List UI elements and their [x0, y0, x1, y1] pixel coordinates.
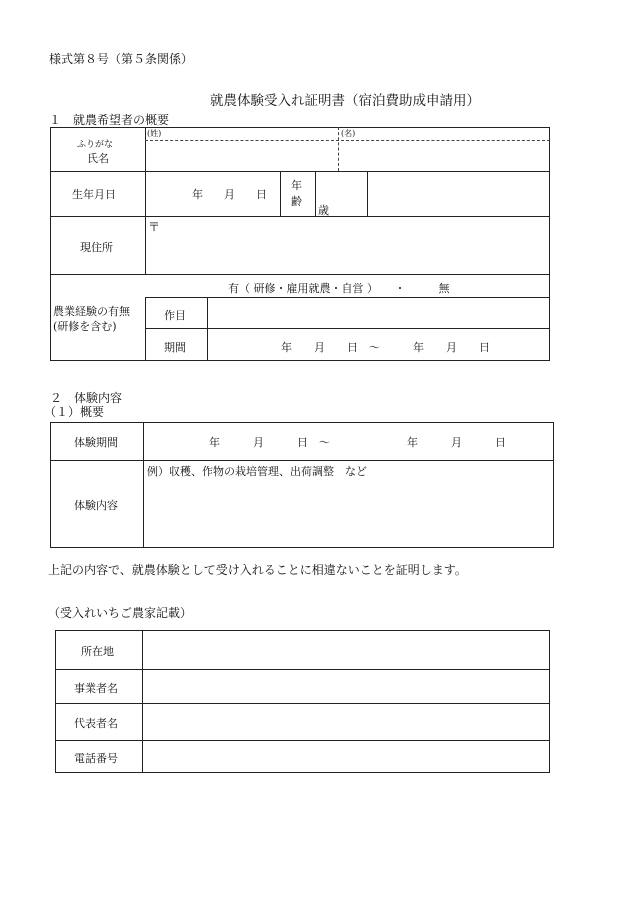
- given-name-field[interactable]: [340, 142, 548, 170]
- birth-day-unit: 日: [256, 188, 267, 201]
- age-unit: 歳: [318, 204, 329, 217]
- trial-content-label: 体験内容: [74, 499, 118, 512]
- trial-content-example: 例）収穫、作物の栽培管理、出荷調整 など: [147, 465, 367, 478]
- section2-heading: ２ 体験内容: [50, 391, 123, 405]
- representative-label: 代表者名: [74, 717, 118, 730]
- section1-heading: １ 就農希望者の概要: [49, 113, 170, 127]
- crop-label: 作目: [164, 309, 186, 322]
- birth-month-unit: 月: [224, 188, 235, 201]
- postal-mark: 〒: [148, 220, 161, 234]
- crop-field[interactable]: [209, 299, 548, 326]
- phone-label: 電話番号: [74, 752, 118, 765]
- experience-sublabel: (研修を含む): [53, 320, 117, 333]
- experience-period-range[interactable]: 年 月 日 ～ 年 月 日: [281, 341, 490, 354]
- address-field[interactable]: [147, 218, 548, 272]
- experience-period-label: 期間: [164, 341, 186, 354]
- form-number: 様式第８号（第５条関係）: [49, 52, 194, 66]
- certification-statement: 上記の内容で、就農体験として受け入れることに相違ないことを証明します。: [48, 563, 467, 577]
- birth-year-unit: 年: [192, 188, 203, 201]
- age-field[interactable]: [330, 173, 365, 214]
- mei-label: (名): [341, 129, 356, 138]
- section2-subheading: （１）概要: [44, 405, 105, 419]
- birthdate-label: 生年月日: [72, 188, 116, 201]
- experience-label: 農業経験の有無: [53, 305, 130, 318]
- trial-period-label: 体験期間: [74, 436, 118, 449]
- location-field[interactable]: [144, 632, 548, 668]
- name-label: 氏名: [87, 152, 109, 165]
- trial-content-field[interactable]: [145, 478, 552, 546]
- section3-heading: （受入れいちご農家記載）: [48, 606, 193, 620]
- page-title: 就農体験受入れ証明書（宿泊費助成申請用）: [210, 93, 480, 109]
- representative-field[interactable]: [144, 705, 548, 739]
- trial-period-range[interactable]: 年 月 日 ～ 年 月 日: [209, 436, 506, 449]
- business-name-field[interactable]: [144, 671, 548, 702]
- address-label: 現住所: [80, 241, 113, 254]
- sei-label: (姓): [147, 129, 162, 138]
- birthdate-field[interactable]: [147, 173, 278, 214]
- location-label: 所在地: [81, 645, 114, 658]
- age-label-bottom: 齢: [291, 195, 302, 208]
- age-label-top: 年: [291, 179, 302, 192]
- phone-field[interactable]: [144, 742, 548, 772]
- business-name-label: 事業者名: [74, 682, 118, 695]
- experience-options[interactable]: 有（ 研修・雇用就農・自営 ） ・ 無: [228, 282, 450, 295]
- furigana-label: ふりがな: [77, 140, 114, 150]
- family-name-field[interactable]: [147, 142, 337, 170]
